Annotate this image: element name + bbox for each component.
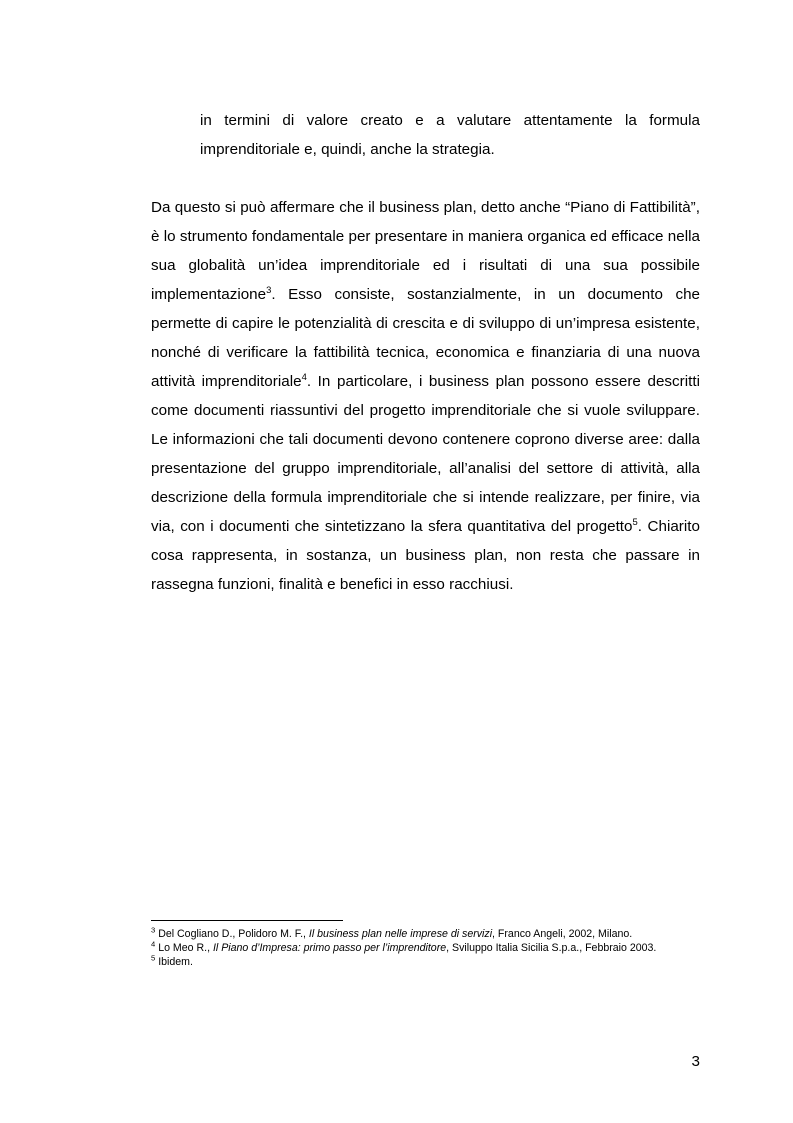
- footnote-3: [151, 927, 700, 941]
- footnote-3-text-before: Del Cogliano D., Polidoro M. F.,: [155, 928, 309, 940]
- footnote-separator-rule: [151, 920, 343, 921]
- indented-paragraph: in termini di valore creato e a valutare attentamente la formula imprenditoriale e, quindi, anche la strategia.: [200, 112, 700, 158]
- footnote-area: [151, 920, 700, 970]
- footnote-5: [151, 955, 700, 969]
- footnote-5-text-before: Ibidem.: [155, 956, 193, 969]
- footnote-4-marker: 4: [151, 939, 156, 949]
- footnote-4: [151, 941, 700, 955]
- main-paragraph: [151, 193, 700, 599]
- footnote-4-text-before: Lo Meo R.,: [155, 942, 213, 955]
- footnote-5-marker: 5: [151, 953, 156, 963]
- page-body: [151, 106, 700, 599]
- footnote-3-text-after: , Franco Angeli, 2002, Milano.: [492, 928, 633, 940]
- footnote-3-marker: 3: [151, 925, 156, 935]
- footnote-ref-3[interactable]: 3: [266, 283, 272, 295]
- footnote-ref-5[interactable]: 5: [632, 515, 638, 527]
- footnote-4-text-after: , Sviluppo Italia Sicilia S.p.a., Febbraio 2003.: [446, 942, 657, 955]
- main-paragraph-part4: . Chiarito cosa rappresenta, in sostanza, un business plan, non resta che passare in rassegna funzioni, finalità e benefici in esso racchiusi.: [151, 518, 700, 593]
- footnote-4-title: Il Piano d’Impresa: primo passo per l’imprenditore: [212, 942, 447, 955]
- main-paragraph-part3: . In particolare, i business plan possono essere descritti come documenti riassuntivi del progetto imprenditoriale che si vuole sviluppare. Le informazioni che tali documenti devono contenere coprono diverse aree: dalla presentazione del gruppo imprenditoriale, all’analisi del settore di attività, alla descrizione della formula imprenditoriale che si intende realizzare, per finire, via via, con i documenti che sintetizzano la sfera quantitativa del progetto: [151, 373, 700, 535]
- main-paragraph-part2: . Esso consiste, sostanzialmente, in un documento che permette di capire le potenzialità di crescita e di sviluppo di un’impresa esistente, nonché di verificare la fattibilità tecnica, economica e finanziaria di una nuova attività imprenditoriale: [151, 286, 700, 390]
- paragraph-spacer: [151, 164, 700, 193]
- footnote-3-title: Il business plan nelle imprese di servizi: [308, 928, 493, 940]
- main-paragraph-part1: Da questo si può affermare che il business plan, detto anche “Piano di Fattibilità”, è lo strumento fondamentale per presentare in maniera organica ed efficace nella sua globalità un’idea imprenditoriale ed i risultati di una sua possibile implementazione: [151, 199, 700, 303]
- footnote-ref-4[interactable]: 4: [301, 370, 307, 382]
- page-number: 3: [691, 1053, 700, 1070]
